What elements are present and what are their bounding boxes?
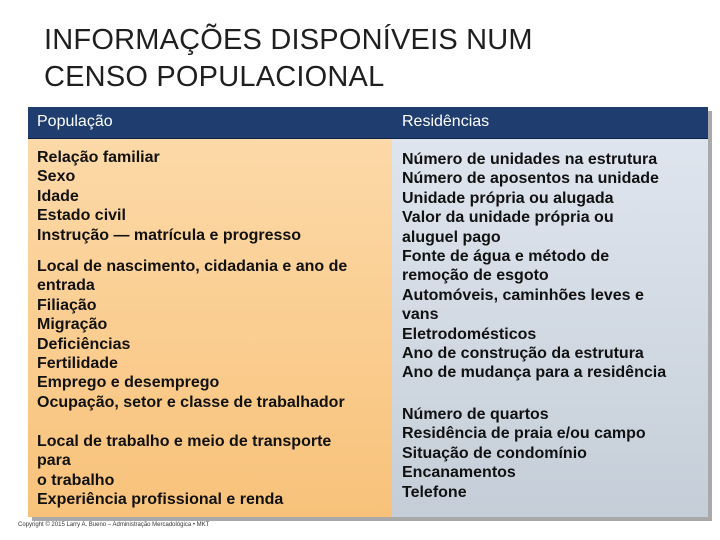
table-header [28, 107, 708, 139]
population-group-1 [37, 148, 301, 245]
residences-group-2 [402, 405, 646, 502]
list-item: entrada [37, 277, 95, 295]
list-item: Número de aposentos na unidade [402, 170, 659, 188]
list-item: Relação familiar [37, 149, 160, 166]
list-item: remoção de esgoto [402, 267, 549, 285]
list-item: Ano de construção da estrutura [402, 345, 644, 363]
copyright-footer: Copyright © 2015 Larry A. Bueno – Administração Mercadológica • MKT [18, 522, 210, 528]
list-item: Sexo [37, 168, 76, 186]
population-group-2 [37, 257, 347, 412]
header-populacao: População [37, 113, 113, 130]
list-item: Emprego e desemprego [37, 374, 220, 392]
list-item: Valor da unidade própria ou [402, 209, 614, 227]
list-item: Ocupação, setor e classe de trabalhador [37, 393, 345, 411]
list-item: Idade [37, 187, 79, 205]
list-item: Migração [37, 316, 108, 334]
list-item: Estado civil [37, 207, 126, 225]
list-item: Residência de praia e/ou campo [402, 425, 646, 443]
list-item: Fertilidade [37, 355, 118, 373]
list-item: Ano de mudança para a residência [402, 364, 667, 382]
population-group-3 [37, 432, 331, 510]
population-column [28, 139, 392, 517]
list-item: Fonte de água e método de [402, 248, 610, 266]
list-item: Local de trabalho e meio de transporte [37, 433, 332, 450]
list-item: vans [402, 306, 439, 324]
list-item: para [37, 452, 71, 470]
header-residencias: Residências [402, 113, 490, 130]
list-item: Experiência profissional e renda [37, 491, 284, 509]
list-item: Deficiências [37, 335, 131, 353]
census-table [28, 107, 708, 517]
list-item: Unidade própria ou alugada [402, 189, 614, 207]
list-item: Número de quartos [402, 406, 549, 423]
list-item: Encanamentos [402, 464, 516, 482]
list-item: Eletrodomésticos [402, 325, 537, 343]
list-item: Situação de condomínio [402, 444, 587, 462]
list-item: Número de unidades na estrutura [402, 151, 658, 168]
list-item: Telefone [402, 483, 467, 501]
list-item: Automóveis, caminhões leves e [402, 286, 644, 304]
residences-group-1 [402, 150, 666, 383]
list-item: Filiação [37, 296, 97, 314]
title-line-1: INFORMAÇÕES DISPONÍVEIS NUM [44, 24, 533, 56]
list-item: o trabalho [37, 471, 115, 489]
residences-column [392, 139, 708, 517]
list-item: Local de nascimento, cidadania e ano de [37, 258, 348, 275]
list-item: Instrução — matrícula e progresso [37, 226, 302, 244]
title-line-2: CENSO POPULACIONAL [44, 61, 385, 93]
list-item: aluguel pago [402, 228, 501, 246]
slide-title [44, 22, 684, 96]
